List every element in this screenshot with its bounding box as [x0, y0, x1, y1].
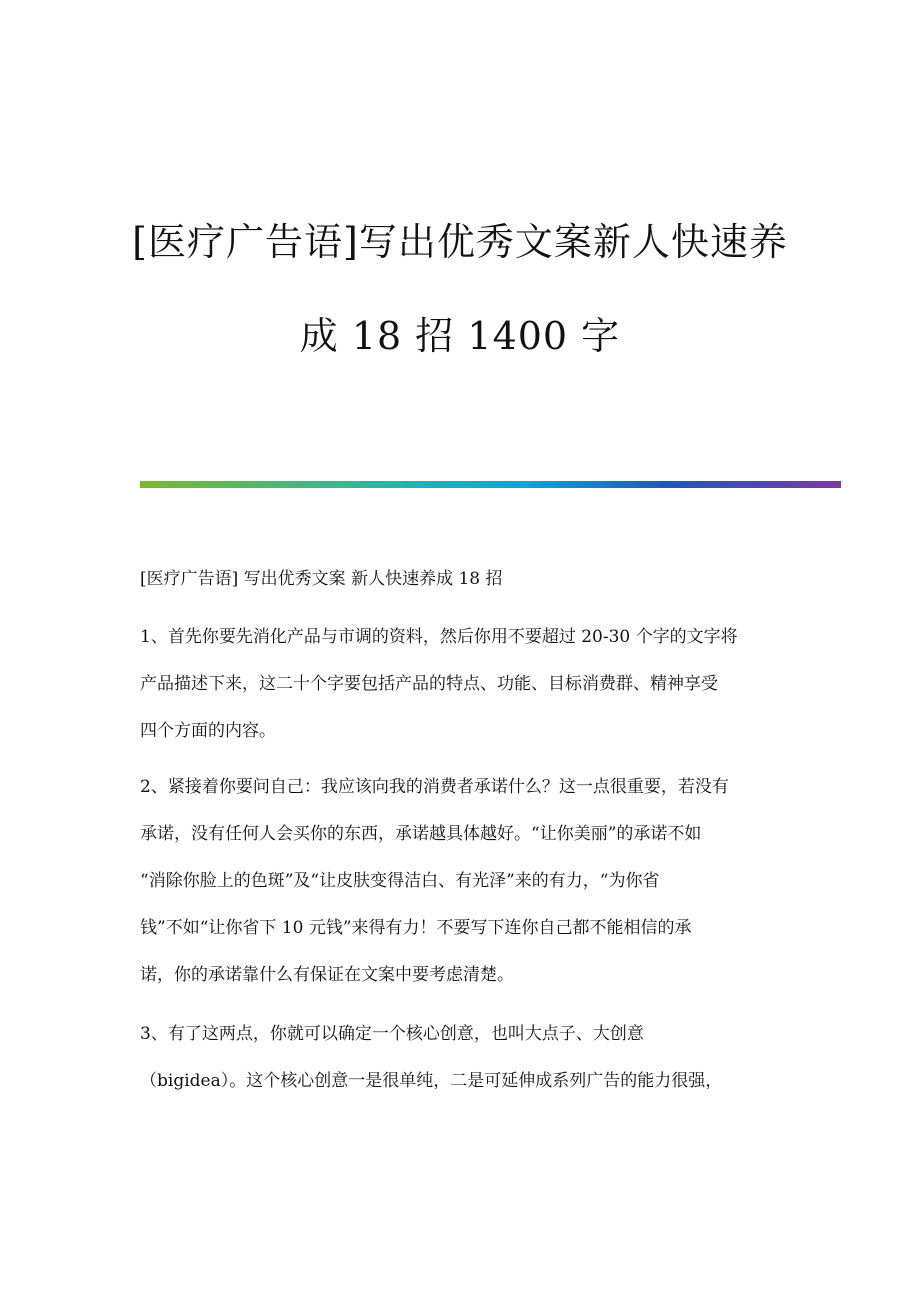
paragraph-1-line-1: 1、首先你要先消化产品与市调的资料，然后你用不要超过 20-30 个字的文字将 — [140, 627, 738, 647]
gradient-divider — [140, 481, 841, 488]
paragraph-3-line-2: （bigidea）。这个核心创意一是很单纯，二是可延伸成系列广告的能力很强， — [140, 1071, 723, 1091]
paragraph-2-line-1: 2、紧接着你要问自己：我应该向我的消费者承诺什么？这一点很重要，若没有 — [140, 777, 729, 797]
paragraph-1-line-3: 四个方面的内容。 — [140, 721, 276, 741]
paragraph-2-line-2: 承诺，没有任何人会买你的东西，承诺越具体越好。“让你美丽”的承诺不如 — [140, 824, 702, 844]
paragraph-2-line-5: 诺，你的承诺靠什么有保证在文案中要考虑清楚。 — [140, 965, 514, 985]
document-title-line-1: [医疗广告语]写出优秀文案新人快速养 — [132, 220, 788, 264]
document-title-line-2: 成 18 招 1400 字 — [299, 314, 621, 358]
paragraph-2-line-3: “消除你脸上的色斑”及“让皮肤变得洁白、有光泽”来的有力，“为你省 — [140, 871, 660, 891]
paragraph-2-line-4: 钱”不如“让你省下 10 元钱”来得有力！不要写下连你自己都不能相信的承 — [140, 918, 692, 938]
paragraph-1-line-2: 产品描述下来，这二十个字要包括产品的特点、功能、目标消费群、精神享受 — [140, 674, 718, 694]
paragraph-3-line-1: 3、有了这两点，你就可以确定一个核心创意，也叫大点子、大创意 — [140, 1024, 644, 1044]
document-subtitle: [医疗广告语] 写出优秀文案 新人快速养成 18 招 — [140, 569, 503, 589]
